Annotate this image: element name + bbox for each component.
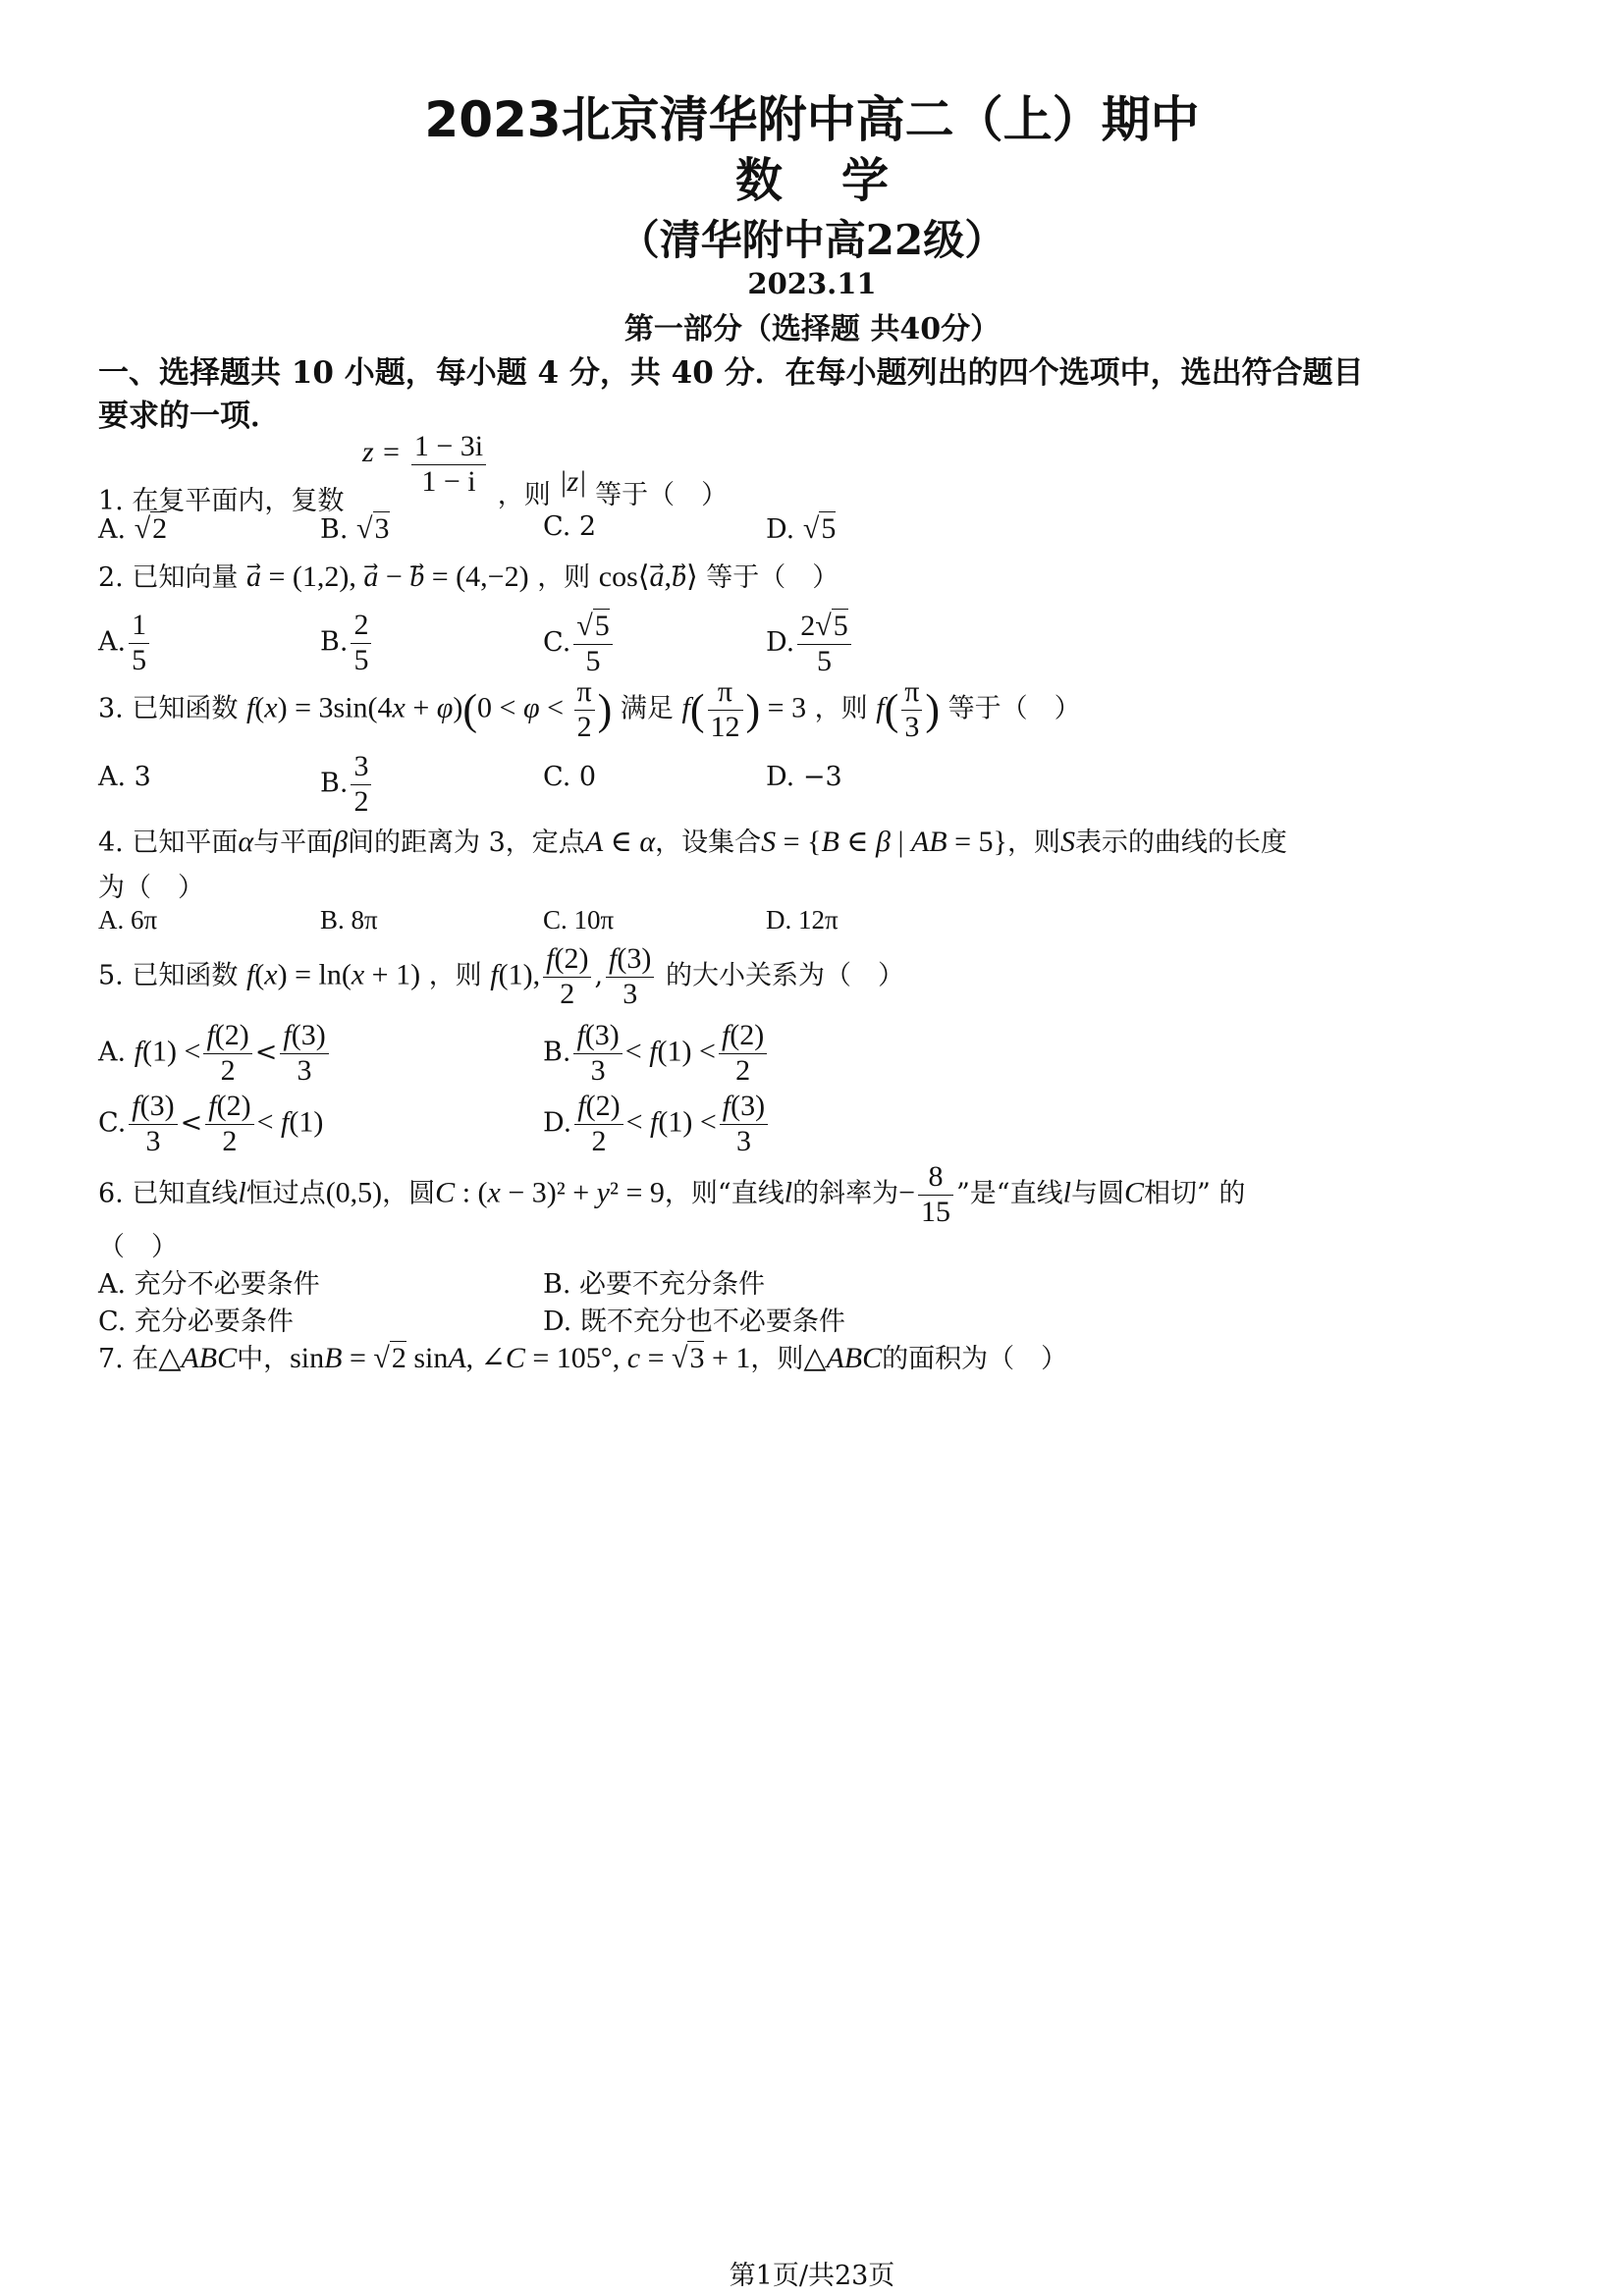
question-1 bbox=[98, 430, 729, 517]
q5-option-b[interactable]: B. $\frac{f(3)}{3}$ < f(1) < $\frac{f(2)}{2}$ bbox=[543, 1019, 770, 1088]
q3-option-d[interactable]: D. −3 bbox=[766, 762, 842, 792]
q4-t6: 表示的曲线的长度 bbox=[1074, 828, 1287, 858]
q6-t7: 与圆 bbox=[1070, 1178, 1124, 1209]
q1-option-b[interactable]: B. √3 bbox=[320, 512, 390, 545]
q5-mid: ，则 bbox=[428, 960, 482, 991]
q3-mid: 满足 bbox=[620, 693, 674, 724]
q5-option-d[interactable]: D. $\frac{f(2)}{2}$ < f(1) < $\frac{f(3)}{3}$ bbox=[543, 1090, 771, 1158]
q1-frac-den: 1 − i bbox=[421, 464, 476, 498]
q5-option-a-label: A. bbox=[98, 1037, 127, 1068]
q4-option-d[interactable]: D. 12π bbox=[766, 905, 839, 934]
q5-post: 的大小关系为（ ） bbox=[665, 960, 904, 991]
question-2 bbox=[98, 556, 839, 594]
grade-subtitle: （清华附中高22级） bbox=[618, 216, 1006, 264]
q4-option-a[interactable]: A. 6π bbox=[98, 905, 158, 934]
q1-mid: ，则 bbox=[497, 480, 551, 510]
question-4: 4. 已知平面α与平面β间的距离为 3，定点A ∈ α，设集合S = {B ∈ β | AB = 5}，则S表示的曲线的长度 bbox=[98, 826, 1287, 858]
q2-option-a-label: A. bbox=[98, 626, 127, 658]
q5-option-d-label: D. bbox=[543, 1107, 572, 1139]
q6-t3: ，圆 bbox=[382, 1178, 436, 1209]
q1-option-a-label: A. bbox=[98, 514, 127, 545]
q5-option-a[interactable]: A. f(1) < $\frac{f(2)}{2}$ < $\frac{f(3)}{3}$ bbox=[98, 1019, 332, 1088]
section-instruction-line1: 一、选择题共 10 小题，每小题 4 分，共 40 分．在每小题列出的四个选项中，选出符合题目 bbox=[98, 355, 1364, 391]
q6-t8: 相切” 的 bbox=[1143, 1178, 1246, 1209]
q1-z-eq: z = bbox=[361, 436, 408, 468]
q6-option-d[interactable]: D. 既不充分也不必要条件 bbox=[543, 1307, 845, 1337]
q6-option-a[interactable]: A. 充分不必要条件 bbox=[98, 1269, 320, 1300]
q4-t5: ，则 bbox=[1006, 828, 1060, 858]
q2-option-c-label: C. bbox=[543, 627, 571, 658]
q4-option-c[interactable]: C. 10π bbox=[543, 905, 615, 934]
q5-option-b-label: B. bbox=[543, 1037, 571, 1068]
q3-post: 等于（ ） bbox=[947, 693, 1081, 724]
q3-option-b[interactable]: B. $\frac{3}{2}$ bbox=[320, 750, 374, 819]
q4-option-b[interactable]: B. 8π bbox=[320, 905, 378, 934]
q3-option-a[interactable]: A. 3 bbox=[98, 762, 151, 792]
q4-t4: ，设集合 bbox=[655, 828, 762, 858]
q2-option-d-label: D. bbox=[766, 627, 795, 658]
q1-option-a[interactable]: A. √2 bbox=[98, 512, 168, 545]
q7-t2: 中， bbox=[237, 1344, 291, 1374]
q5-option-c[interactable]: C. $\frac{f(3)}{3}$ < $\frac{f(2)}{2}$ < f(1) bbox=[98, 1090, 324, 1157]
part-heading: 第一部分（选择题 共40分） bbox=[623, 312, 1001, 347]
q4-pre: 4. 已知平面 bbox=[98, 828, 239, 858]
page-footer: 第1页/共23页 bbox=[729, 2261, 895, 2291]
q3-mid2: ，则 bbox=[814, 693, 868, 724]
q2-option-d[interactable]: D. $\frac{2√5}{5}$ bbox=[766, 609, 854, 678]
exam-date: 2023.11 bbox=[747, 267, 877, 300]
q2-option-a[interactable]: A. $\frac{1}{5}$ bbox=[98, 609, 152, 677]
question-7: 7. 在△ABC中，sinB = √2 sinA, ∠C = 105°, c = √3 + 1，则△ABC的面积为（ ） bbox=[98, 1342, 1068, 1374]
question-3: 3. 已知函数 f(x) = 3sin(4x + φ)(0 < φ < $\frac{\pi}{2}$ ) 满足 f( $\frac{\pi}{12}$ ) = 3 ，则 f( $\frac{\pi}{3}$ ) 等于（ ） bbox=[98, 675, 1081, 743]
q3-option-c[interactable]: C. 0 bbox=[543, 762, 597, 792]
question-6: 6. 已知直线l恒过点(0,5)，圆C : (x − 3)² + y² = 9，则“直线l的斜率为− $\frac{8}{15}$ ”是“直线l与圆C相切” 的 bbox=[98, 1160, 1246, 1228]
q2-vectors: a⃗ = (1,2), a⃗ − b⃗ = (4,−2) bbox=[245, 561, 529, 593]
q1-pre: 1. 在复平面内，复数 bbox=[98, 486, 345, 516]
q2-cos: cos⟨a⃗,b⃗⟩ bbox=[598, 561, 698, 593]
q1-option-b-label: B. bbox=[320, 514, 349, 545]
q6-line2: （ ） bbox=[98, 1232, 178, 1262]
q1-post: 等于（ ） bbox=[595, 480, 729, 510]
q2-pre: 2. 已知向量 bbox=[98, 562, 239, 593]
q6-t6: ”是“直线 bbox=[956, 1178, 1063, 1209]
section-instruction-line2: 要求的一项． bbox=[98, 399, 281, 434]
q2-option-c[interactable]: C. $\frac{√5}{5}$ bbox=[543, 609, 616, 678]
q5-pre: 5. 已知函数 bbox=[98, 960, 239, 991]
q6-t5: 的斜率为 bbox=[792, 1178, 899, 1209]
subject-title: 数学 bbox=[734, 153, 947, 208]
q7-pre: 7. 在 bbox=[98, 1344, 159, 1374]
q2-post: 等于（ ） bbox=[706, 562, 839, 593]
exam-title: 2023北京清华附中高二（上）期中 bbox=[424, 91, 1200, 148]
q6-pre: 6. 已知直线 bbox=[98, 1178, 239, 1209]
q4-t3: 间的距离为 3，定点 bbox=[348, 828, 585, 858]
q6-option-b[interactable]: B. 必要不充分条件 bbox=[543, 1269, 766, 1300]
q4-line2: 为（ ） bbox=[98, 873, 204, 903]
q1-fraction bbox=[411, 430, 486, 499]
q6-option-c[interactable]: C. 充分必要条件 bbox=[98, 1307, 294, 1337]
q1-option-d[interactable]: D. √5 bbox=[766, 512, 837, 545]
q2-option-b[interactable]: B. $\frac{2}{5}$ bbox=[320, 609, 374, 677]
q1-option-d-label: D. bbox=[766, 514, 795, 545]
q2-mid: ，则 bbox=[537, 562, 591, 593]
q1-option-c[interactable]: C. 2 bbox=[543, 511, 597, 542]
q1-abs-z: |z| bbox=[559, 465, 587, 498]
q3-pre: 3. 已知函数 bbox=[98, 693, 239, 724]
q6-t2: 恒过点 bbox=[245, 1178, 326, 1209]
question-5: 5. 已知函数 f(x) = ln(x + 1) ，则 f(1), $\frac{f(2)}{2}$ , $\frac{f(3)}{3}$ 的大小关系为（ ） bbox=[98, 942, 904, 1010]
q3-function: f(x) = 3sin(4x + φ) bbox=[245, 691, 463, 724]
q5-option-c-label: C. bbox=[98, 1107, 127, 1139]
q6-t4: ，则“直线 bbox=[664, 1178, 785, 1209]
q3-option-b-label: B. bbox=[320, 768, 349, 799]
q7-post: 的面积为（ ） bbox=[882, 1344, 1068, 1374]
q1-frac-num: 1 − 3i bbox=[411, 430, 486, 465]
q2-option-b-label: B. bbox=[320, 626, 349, 658]
q7-t3: ，则 bbox=[750, 1344, 804, 1374]
q4-t2: 与平面 bbox=[253, 828, 334, 858]
